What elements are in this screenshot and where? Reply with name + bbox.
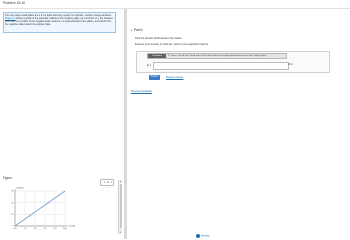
bottom-nav[interactable] [196, 234, 214, 239]
y-tick-label: 10 [11, 214, 14, 217]
figure-label: Figure [3, 176, 13, 180]
pager-total: 1 [110, 181, 113, 184]
submit-button[interactable]: Submit [150, 75, 159, 78]
y-tick-label: 20 [11, 202, 14, 205]
x-tick-label: 0.0 [13, 228, 17, 230]
problem-text-2: surface charge densities. [85, 14, 112, 17]
equation-toolbar [147, 53, 287, 59]
x-axis-label: x (mm) [69, 225, 76, 228]
scroll-up-icon[interactable]: ▴ [119, 180, 122, 183]
pager-sep: of [107, 181, 110, 184]
toolbar-tooltip: Insert a Part A; Save Part A; undo Part A; redo Part A; reset Part A; keyboard shortcuts for Part A; help for Part A [172, 54, 266, 57]
templates-label: Templates [152, 54, 162, 57]
answer-unit: V/m [288, 63, 293, 66]
page-title: Problem 15.10 [3, 1, 26, 5]
next-label: Review [201, 234, 210, 238]
pager-prev-icon[interactable]: ‹ [101, 181, 103, 184]
part-a-header[interactable] [131, 28, 143, 32]
figure-chart [3, 184, 116, 234]
part-label: Part A [133, 28, 143, 32]
x-tick-label: 8.0 [53, 228, 57, 230]
provide-feedback-link[interactable]: Provide Feedback [131, 90, 152, 93]
x-tick-label: 10.0 [63, 228, 67, 230]
top-bar [0, 0, 350, 9]
problem-text-6: toward the positive plate. [24, 23, 51, 26]
symbols-icon[interactable]: Ω [168, 54, 170, 57]
pager-next-icon[interactable]: › [106, 186, 108, 189]
pager-current: 1 [104, 181, 106, 184]
problem-statement [3, 12, 116, 33]
y-tick-label: 30 [11, 190, 14, 193]
instruction-text: Express your answer in volts per meter to two significant figures. [135, 43, 209, 46]
y-axis-label: V (volts) [16, 187, 24, 190]
figure-scrollbar[interactable] [118, 180, 122, 234]
x-tick-label: 6.0 [43, 228, 47, 230]
problem-text-3: shows a graph of the potential, relative to the negative [16, 17, 74, 20]
collapse-triangle-icon[interactable]: ▾ [131, 29, 133, 32]
y-tick-label: 0 [12, 225, 14, 228]
problem-text-4: plate, as a function of x, the distance from the inner surface of the [5, 17, 113, 23]
scroll-thumb[interactable] [120, 184, 122, 228]
answer-variable: E = [147, 63, 152, 67]
templates-button[interactable] [148, 54, 166, 58]
problem-text-5: negative plate. Assume x is perpendicular to the plates, and points from the negative plate [5, 20, 112, 26]
x-tick-label: 4.0 [33, 228, 37, 230]
request-answer-link[interactable]: Request Answer [166, 76, 184, 79]
scroll-down-icon[interactable]: ▾ [119, 231, 122, 234]
figure-link[interactable]: (Figure 1) [5, 17, 16, 20]
answer-input[interactable] [153, 62, 289, 70]
potential-line [15, 191, 65, 226]
next-arrow-icon[interactable] [196, 234, 200, 238]
sqrt-icon[interactable]: √ [170, 54, 173, 57]
question-text: Find the electric field between the plates. [135, 37, 183, 40]
x-tick-label: 2.0 [23, 228, 27, 230]
potential-graph [3, 184, 116, 234]
problem-text-1: Two very large metal plates are 1.0 cm apart and carry equal, but opposite, [5, 14, 85, 17]
